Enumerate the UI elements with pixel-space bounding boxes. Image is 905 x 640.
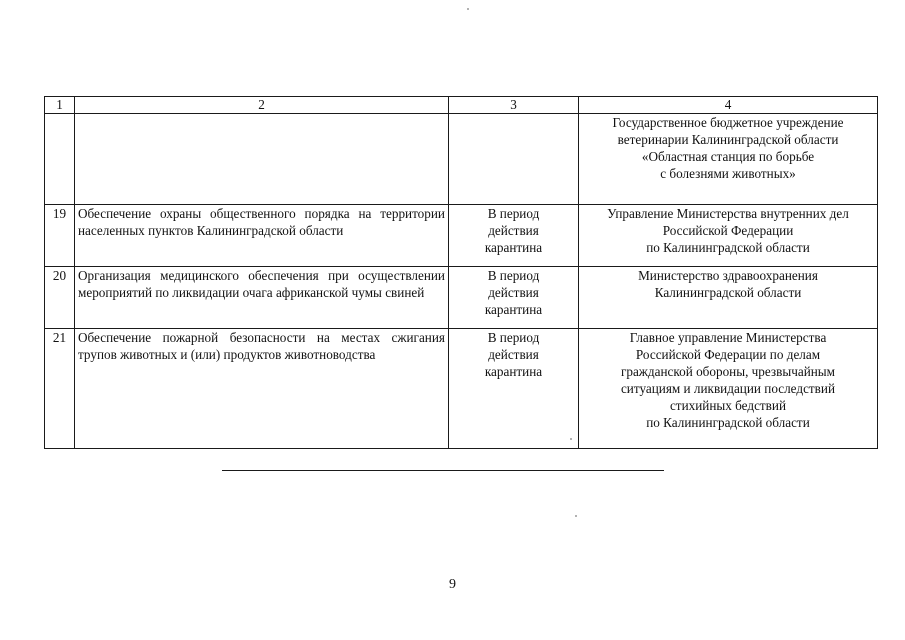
responsible-line: Российской Федерации [662, 223, 794, 238]
row-number-cell: 21 [45, 329, 75, 449]
measures-table [44, 96, 878, 449]
responsible-line: гражданской обороны, чрезвычайным [620, 364, 836, 379]
row-number-cell: 20 [45, 267, 75, 329]
task-cell: Обеспечение охраны общественного порядка на территории населенных пунктов Калининградской области [75, 205, 449, 267]
page-number: 9 [449, 577, 456, 592]
period-line: карантина [484, 302, 543, 317]
period-line: В период [487, 330, 540, 345]
table-row [45, 267, 878, 329]
table-row [45, 329, 878, 449]
task-cell [75, 114, 449, 205]
task-cell: Обеспечение пожарной безопасности на местах сжигания трупов животных и (или) продуктов животноводства [75, 329, 449, 449]
responsible-line: Калининградской области [654, 285, 802, 300]
period-cell [449, 267, 579, 329]
responsible-line: стихийных бедствий [669, 398, 787, 413]
end-divider-line [222, 470, 664, 471]
period-line: карантина [484, 240, 543, 255]
responsible-cell [579, 267, 878, 329]
row-number-cell [45, 114, 75, 205]
period-cell [449, 205, 579, 267]
scan-speck [570, 438, 572, 440]
period-cell [449, 114, 579, 205]
table-row-continuation [45, 114, 878, 205]
responsible-line: Управление Министерства внутренних дел [607, 206, 849, 221]
row-number-cell: 19 [45, 205, 75, 267]
period-cell [449, 329, 579, 449]
responsible-line: Российской Федерации по делам [635, 347, 821, 362]
scan-speck [467, 8, 469, 10]
responsible-line: Министерство здравоохранения [638, 268, 818, 283]
period-line: В период [487, 206, 540, 221]
period-line: действия [488, 285, 539, 300]
period-line: карантина [484, 364, 543, 379]
responsible-line: по Калининградской области [646, 240, 810, 255]
period-line: действия [488, 223, 539, 238]
scan-speck [575, 515, 577, 517]
responsible-line: Государственное бюджетное учреждение [612, 115, 844, 130]
responsible-cell [579, 114, 878, 205]
responsible-line: «Областная станция по борьбе [641, 149, 815, 164]
period-line: В период [487, 268, 540, 283]
responsible-cell [579, 329, 878, 449]
column-number-4: 4 [579, 97, 878, 114]
responsible-line: с болезнями животных» [660, 166, 796, 181]
column-number-1: 1 [45, 97, 75, 114]
responsible-line: ветеринарии Калининградской области [617, 132, 839, 147]
table-row [45, 205, 878, 267]
column-number-3: 3 [449, 97, 579, 114]
table-header-row [45, 97, 878, 114]
column-number-2: 2 [75, 97, 449, 114]
task-cell: Организация медицинского обеспечения при осуществлении мероприятий по ликвидации очага африканской чумы свиней [75, 267, 449, 329]
responsible-line: ситуациям и ликвидации последствий [620, 381, 836, 396]
responsible-line: Главное управление Министерства [629, 330, 827, 345]
responsible-cell [579, 205, 878, 267]
responsible-line: по Калининградской области [646, 415, 810, 430]
period-line: действия [488, 347, 539, 362]
